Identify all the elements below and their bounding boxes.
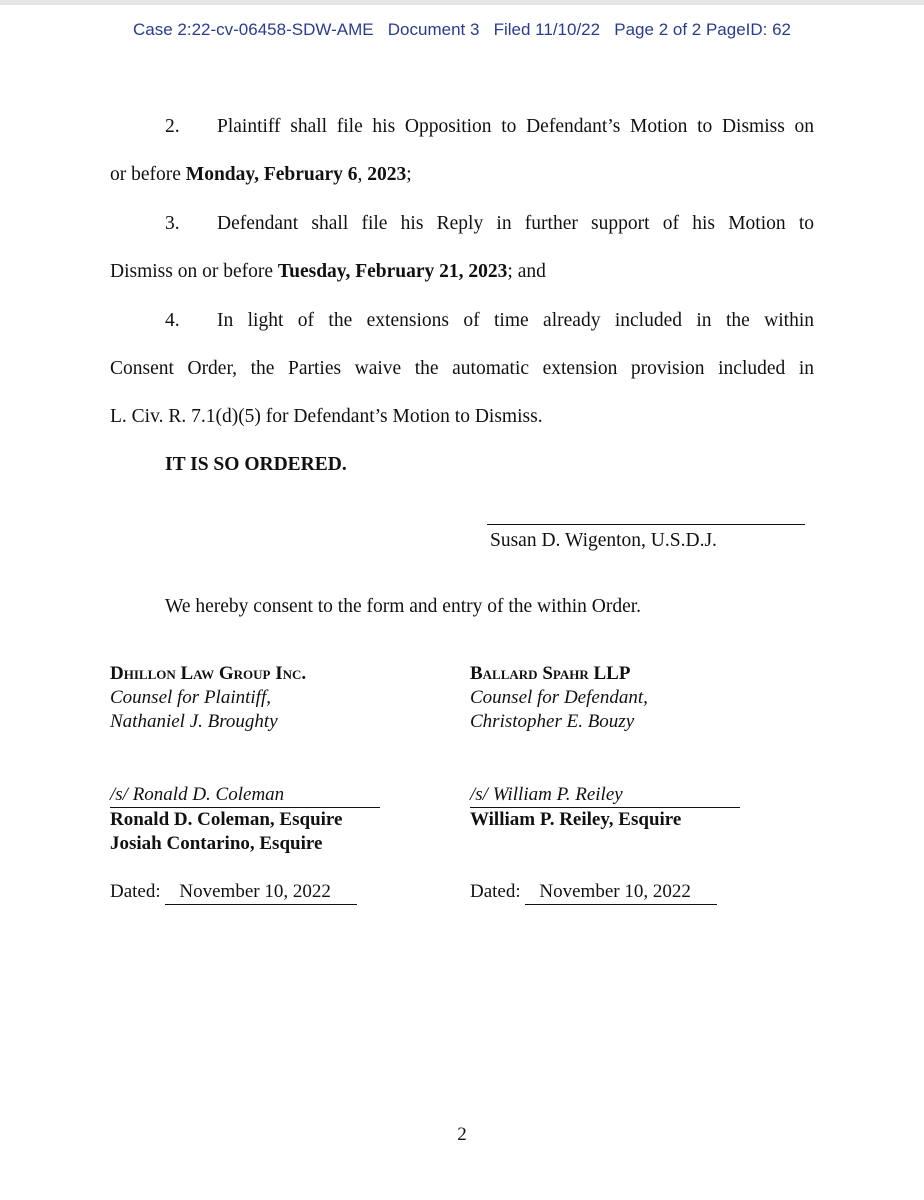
paragraph-2 [110,103,814,199]
plaintiff-counsel-block [110,662,306,734]
paragraph-2-line-2: or before Monday, February 6, 2023; [110,164,412,185]
ecf-header [0,20,924,40]
paragraph-4-line-2: Consent Order, the Parties waive the automatic extension provision included in [110,358,814,379]
plaintiff-dated-line [110,880,357,905]
defendant-attorney-1: William P. Reiley, Esquire [470,809,682,830]
defendant-firm-name: Ballard Spahr LLP [470,663,631,684]
plaintiff-esignature: /s/ Ronald D. Coleman [110,783,380,808]
order-statement: IT IS SO ORDERED. [165,454,347,475]
dated-label: Dated: [470,881,521,902]
paragraph-2-line-1: 2. Plaintiff shall file his Opposition to Defendant’s Motion to Dismiss on [110,103,814,151]
top-border [0,0,924,5]
case-number: Case 2:22-cv-06458-SDW-AME [132,20,374,39]
consent-statement: We hereby consent to the form and entry of the within Order. [165,596,642,617]
reply-deadline: Tuesday, February 21, 2023 [277,261,508,282]
paragraph-3 [110,200,814,296]
judge-name: Susan D. Wigenton, U.S.D.J. [490,530,717,551]
plaintiff-attorneys [110,808,342,856]
paragraph-4-line-1: 4. In light of the extensions of time already included in the within [110,297,814,345]
paragraph-3-line-2: Dismiss on or before Tuesday, February 21, 2023; and [110,261,546,282]
plaintiff-counsel-role: Counsel for Plaintiff, [110,687,271,708]
page-id: Page 2 of 2 PageID: 62 [614,20,792,39]
opposition-deadline: Monday, February 6 [185,164,358,185]
plaintiff-attorney-1: Ronald D. Coleman, Esquire [110,809,343,830]
paragraph-number: 2. [165,116,180,137]
judge-signature-line [487,524,805,525]
paragraph-number: 4. [165,310,180,331]
paragraph-3-line-1: 3. Defendant shall file his Reply in further support of his Motion to [110,200,814,248]
plaintiff-name: Nathaniel J. Broughty [110,711,278,732]
defendant-esignature: /s/ William P. Reiley [470,783,740,808]
defendant-attorneys [470,808,681,832]
defendant-signed-date: November 10, 2022 [525,880,716,905]
document-number: Document 3 [387,20,480,39]
plaintiff-attorney-2: Josiah Contarino, Esquire [110,833,323,854]
plaintiff-firm-name: Dhillon Law Group Inc. [110,663,307,684]
dated-label: Dated: [110,881,161,902]
defendant-counsel-block [470,662,648,734]
defendant-name: Christopher E. Bouzy [470,711,635,732]
defendant-dated-line [470,880,717,905]
page-number: 2 [457,1124,467,1145]
defendant-counsel-role: Counsel for Defendant, [470,687,648,708]
paragraph-number: 3. [165,213,180,234]
filed-date: Filed 11/10/22 [493,20,601,39]
plaintiff-signed-date: November 10, 2022 [165,880,356,905]
paragraph-4-line-3: L. Civ. R. 7.1(d)(5) for Defendant’s Motion to Dismiss. [110,406,543,427]
paragraph-4 [110,297,814,441]
